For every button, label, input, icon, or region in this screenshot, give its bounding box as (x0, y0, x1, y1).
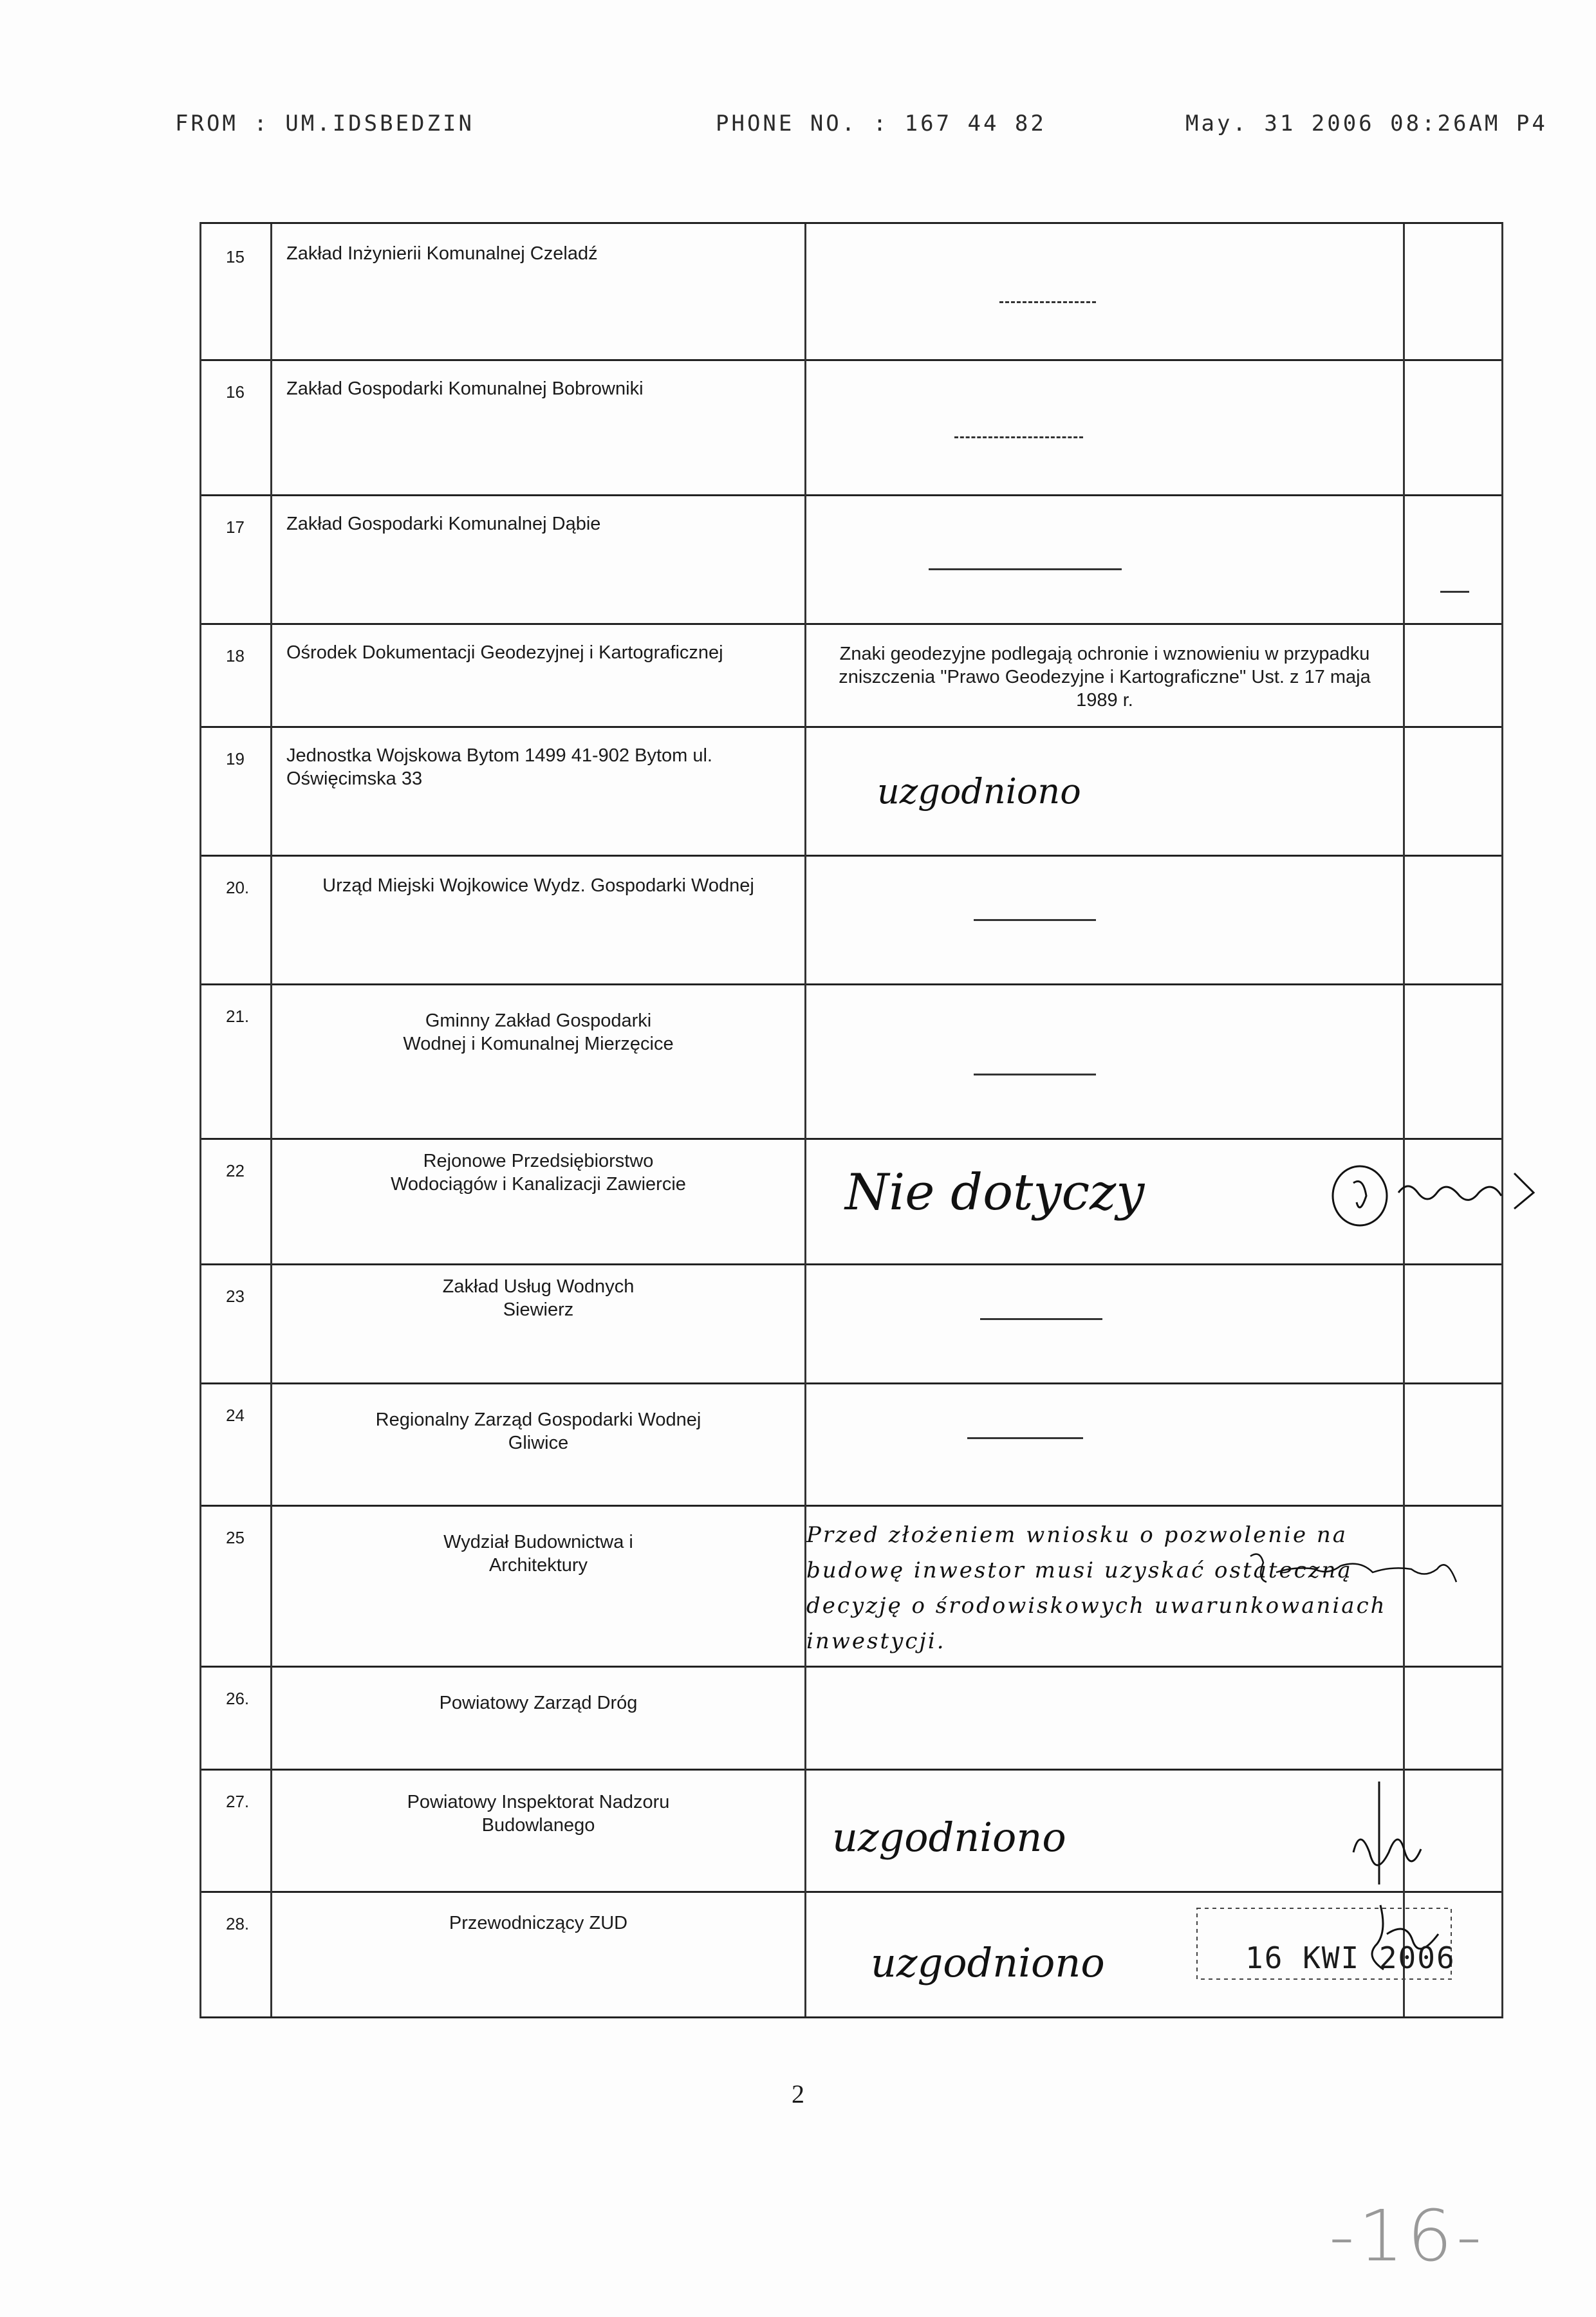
table-row (201, 1666, 1501, 1771)
row-number: 20. (201, 855, 272, 983)
dash-mark (929, 568, 1122, 570)
institution-name: Przewodniczący ZUD (272, 1891, 806, 2016)
signature-cell (1405, 1769, 1501, 1891)
handwritten-opinion: uzgodniono (871, 1939, 1105, 1986)
fax-from: FROM : UM.IDSBEDZIN (175, 111, 474, 136)
table-row (201, 1382, 1501, 1507)
dash-mark (974, 919, 1096, 921)
institution-name: Ośrodek Dokumentacji Geodezyjnej i Kartograficznej (272, 623, 806, 726)
dash-mark (980, 1318, 1102, 1320)
opinion-cell (806, 1138, 1405, 1263)
receipt-stamp (1194, 1902, 1458, 1986)
table-row (201, 855, 1501, 985)
row-number: 26. (201, 1666, 272, 1769)
institution-name: Zakład Gospodarki Komunalnej Dąbie (272, 494, 806, 623)
handwritten-opinion: uzgodniono (832, 1814, 1066, 1861)
institution-name: Wydział Budownictwa i Architektury (272, 1505, 806, 1666)
dash-mark (967, 1437, 1083, 1439)
opinion-cell (806, 983, 1405, 1138)
table-row (201, 726, 1501, 857)
table-row (201, 623, 1501, 728)
row-number: 25 (201, 1505, 272, 1666)
signature-cell (1405, 494, 1501, 623)
signature-cell (1405, 983, 1501, 1138)
corner-mark-text: -16- (1329, 2195, 1486, 2277)
table-row (201, 1769, 1501, 1893)
institution-name: Powiatowy Inspektorat Nadzoru Budowlanego (272, 1769, 806, 1891)
fax-date: May. 31 2006 08:26AM P4 (1185, 111, 1548, 136)
signature-cell (1405, 623, 1501, 726)
institution-name: Zakład Gospodarki Komunalnej Bobrowniki (272, 359, 806, 494)
opinion-cell (806, 494, 1405, 623)
handwritten-opinion: Przed złożeniem wniosku o pozwolenie na budowę inwestor musi uzyskać ostateczną decyzję o środowiskowych uwarunkowaniach inwestycji. (806, 1522, 1387, 1654)
table-row (201, 1138, 1501, 1265)
signature-cell (1405, 1263, 1501, 1382)
table-row (201, 359, 1501, 496)
table-row (201, 494, 1501, 625)
institution-name: Zakład Inżynierii Komunalnej Czeladź (272, 224, 806, 359)
row-number: 27. (201, 1769, 272, 1891)
institution-name: Gminny Zakład Gospodarki Wodnej i Komunalnej Mierzęcice (272, 983, 806, 1138)
row-number: 16 (201, 359, 272, 494)
opinion-cell (806, 1666, 1405, 1769)
handwritten-opinion: uzgodniono (877, 771, 1081, 812)
dash-mark (974, 1074, 1096, 1075)
institution-name: Powiatowy Zarząd Dróg (272, 1666, 806, 1769)
table-row (201, 224, 1501, 361)
row-number: 18 (201, 623, 272, 726)
row-number: 28. (201, 1891, 272, 2016)
institution-name: Rejonowe Przedsiębiorstwo Wodociągów i Kanalizacji Zawiercie (272, 1138, 806, 1263)
institution-name: Urząd Miejski Wojkowice Wydz. Gospodarki Wodnej (272, 855, 806, 983)
row-number: 19 (201, 726, 272, 855)
table-row (201, 983, 1501, 1140)
institution-name: Jednostka Wojskowa Bytom 1499 41-902 Bytom ul. Oświęcimska 33 (272, 726, 806, 855)
row-number: 22 (201, 1138, 272, 1263)
institution-name: Zakład Usług Wodnych Siewierz (272, 1263, 806, 1382)
signature-cell (1405, 1138, 1501, 1263)
signature-cell (1405, 359, 1501, 494)
opinion-text: Znaki geodezyjne podlegają ochronie i wznowieniu w przypadku zniszczenia "Prawo Geodezyjne i Kartograficzne" Ust. z 17 maja 1989 r. (806, 623, 1405, 726)
fax-phone: PHONE NO. : 167 44 82 (716, 111, 1046, 136)
row-number: 21. (201, 983, 272, 1138)
signature-scribble (1328, 1157, 1546, 1247)
handwritten-opinion: Nie dotyczy (845, 1164, 1145, 1222)
signature-cell (1405, 1505, 1501, 1666)
opinion-cell (806, 224, 1405, 359)
signature-cell (1405, 1666, 1501, 1769)
signature-cell (1405, 1382, 1501, 1505)
signature-scribble (1238, 1543, 1508, 1595)
signature-cell (1405, 855, 1501, 983)
row-number: 23 (201, 1263, 272, 1382)
opinion-cell (806, 1263, 1405, 1382)
corner-page-mark (1322, 2175, 1535, 2291)
fax-header (175, 111, 1548, 149)
row-number: 17 (201, 494, 272, 623)
row-number: 15 (201, 224, 272, 359)
dash-mark (1440, 591, 1469, 593)
opinion-cell (806, 1382, 1405, 1505)
signature-cell (1405, 224, 1501, 359)
page-number: 2 (792, 2080, 804, 2108)
opinion-cell (806, 1769, 1405, 1891)
dash-mark (954, 436, 1083, 438)
table-row (201, 1505, 1501, 1668)
institution-name: Regionalny Zarząd Gospodarki Wodnej Gliwice (272, 1382, 806, 1505)
signature-cell (1405, 726, 1501, 855)
dash-mark (999, 301, 1096, 303)
row-number: 24 (201, 1382, 272, 1505)
consultation-table (200, 222, 1503, 2018)
stamp-date: 16 KWI 2006 (1245, 1940, 1456, 1975)
signature-scribble (1328, 1775, 1443, 1891)
opinion-cell (806, 726, 1405, 855)
table-row (201, 1263, 1501, 1384)
opinion-cell (806, 359, 1405, 494)
opinion-cell (806, 855, 1405, 983)
